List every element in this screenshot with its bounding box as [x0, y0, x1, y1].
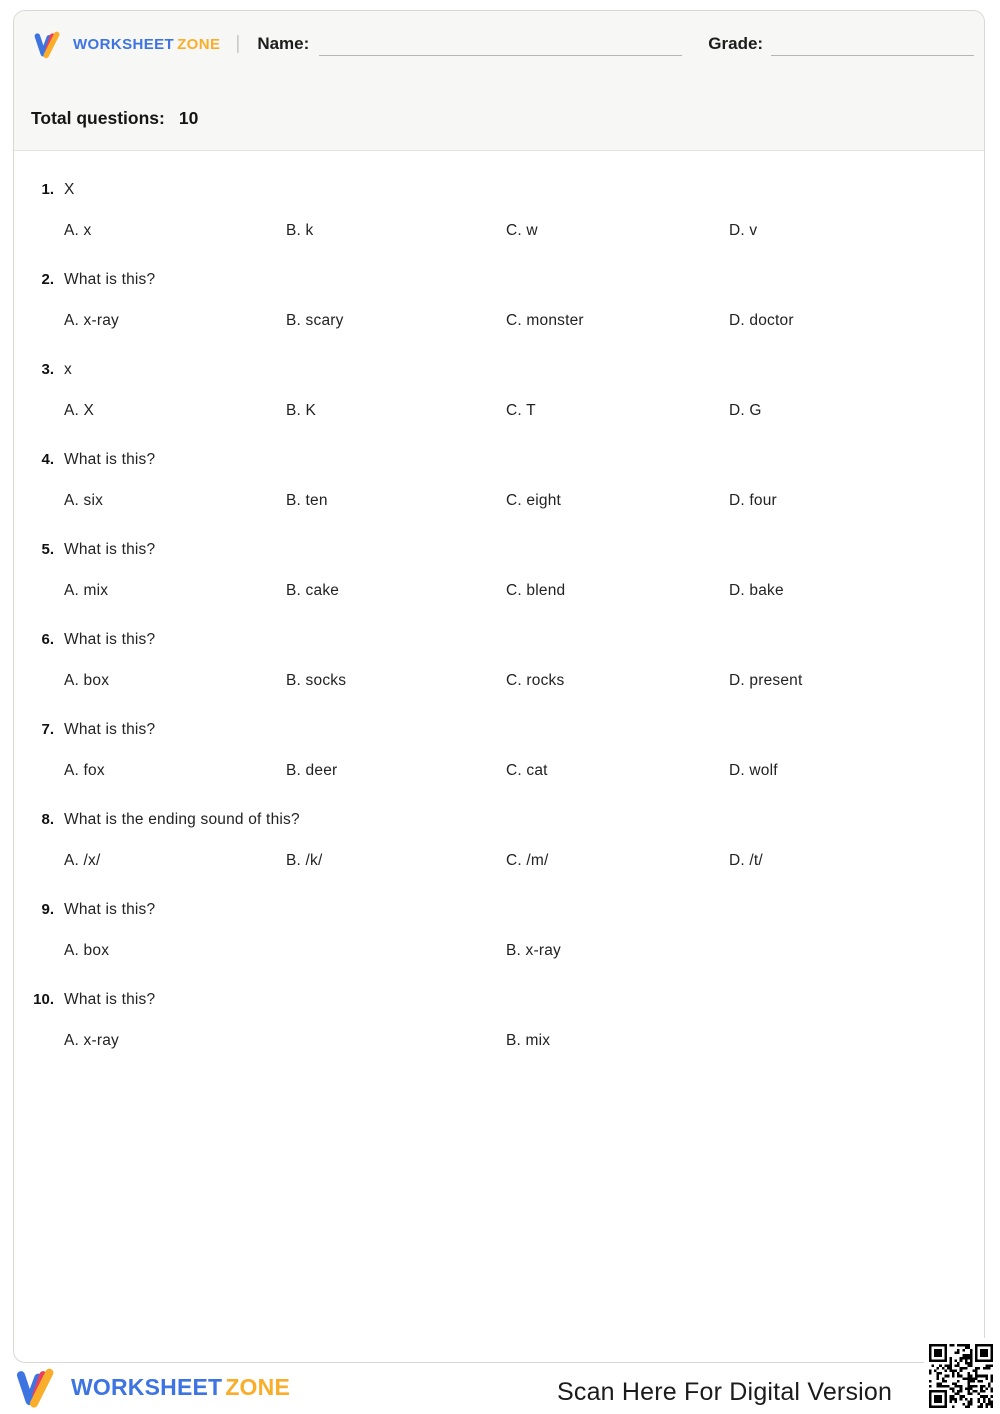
- question-number: 1.: [41, 181, 54, 198]
- option-item: B. socks: [286, 672, 347, 689]
- question-number: 2.: [41, 271, 54, 288]
- question-text: What is this?: [64, 901, 156, 918]
- question-item: [14, 721, 984, 782]
- question-text: What is this?: [64, 451, 156, 468]
- sheet-header: [14, 11, 984, 151]
- question-line: [14, 451, 984, 471]
- question-text: What is this?: [64, 541, 156, 558]
- options-row: [64, 402, 984, 422]
- question-item: [14, 451, 984, 512]
- question-text: What is this?: [64, 721, 156, 738]
- worksheetzone-logo-text: [73, 36, 220, 53]
- option-item: A. mix: [64, 582, 109, 599]
- worksheetzone-logo-icon: [16, 1366, 63, 1409]
- question-line: [14, 901, 984, 921]
- question-text: What is this?: [64, 991, 156, 1008]
- option-item: B. mix: [506, 1032, 551, 1049]
- options-row: [64, 312, 984, 332]
- grade-blank-line: [771, 55, 974, 56]
- question-number: 10.: [33, 991, 54, 1008]
- name-label: Name:: [257, 34, 310, 53]
- header-divider: |: [235, 33, 241, 54]
- total-questions-row: [31, 108, 198, 129]
- option-item: D. present: [729, 672, 803, 689]
- question-line: [14, 721, 984, 741]
- option-item: C. T: [506, 402, 536, 419]
- worksheetzone-logo: [34, 30, 220, 59]
- question-text: x: [64, 361, 72, 378]
- question-number: 6.: [41, 631, 54, 648]
- option-item: A. fox: [64, 762, 105, 779]
- question-text: What is the ending sound of this?: [64, 811, 300, 828]
- question-item: [14, 361, 984, 422]
- option-item: C. cat: [506, 762, 548, 779]
- header-row: [34, 25, 974, 63]
- questions-list: [14, 151, 984, 1052]
- question-item: [14, 901, 984, 962]
- question-number: 5.: [41, 541, 54, 558]
- question-item: [14, 811, 984, 872]
- question-line: [14, 181, 984, 201]
- options-row: [64, 762, 984, 782]
- option-item: C. rocks: [506, 672, 565, 689]
- options-row: [64, 942, 984, 962]
- footer-worksheetzone-logo: [16, 1366, 290, 1409]
- option-item: C. w: [506, 222, 538, 239]
- question-line: [14, 991, 984, 1011]
- question-item: [14, 541, 984, 602]
- logo-text-worksheet: WORKSHEET: [73, 35, 175, 53]
- option-item: A. six: [64, 492, 104, 509]
- question-number: 3.: [41, 361, 54, 378]
- options-row: [64, 492, 984, 512]
- option-item: B. deer: [286, 762, 338, 779]
- option-item: A. x: [64, 222, 92, 239]
- question-item: [14, 991, 984, 1052]
- name-blank-line: [319, 55, 682, 56]
- option-item: C. blend: [506, 582, 566, 599]
- scan-here-text: Scan Here For Digital Version: [557, 1378, 893, 1406]
- question-line: [14, 271, 984, 291]
- question-item: [14, 631, 984, 692]
- worksheetzone-logo-icon: [34, 30, 66, 59]
- total-questions-value: 10: [178, 108, 199, 128]
- question-item: [14, 271, 984, 332]
- option-item: B. K: [286, 402, 317, 419]
- option-item: D. four: [729, 492, 777, 509]
- question-number: 9.: [41, 901, 54, 918]
- option-item: A. x-ray: [64, 312, 119, 329]
- question-text: X: [64, 181, 75, 198]
- option-item: A. box: [64, 942, 110, 959]
- options-row: [64, 672, 984, 692]
- option-item: B. /k/: [286, 852, 323, 869]
- option-item: C. monster: [506, 312, 584, 329]
- option-item: D. v: [729, 222, 758, 239]
- question-line: [14, 361, 984, 381]
- options-row: [64, 1032, 984, 1052]
- option-item: B. x-ray: [506, 942, 561, 959]
- question-number: 8.: [41, 811, 54, 828]
- worksheet-page: [13, 10, 985, 1363]
- option-item: A. box: [64, 672, 110, 689]
- total-questions-label: Total questions:: [31, 108, 165, 128]
- question-line: [14, 541, 984, 561]
- option-item: B. ten: [286, 492, 328, 509]
- option-item: D. /t/: [729, 852, 763, 869]
- option-item: C. /m/: [506, 852, 549, 869]
- option-item: D. wolf: [729, 762, 778, 779]
- question-text: What is this?: [64, 271, 156, 288]
- option-item: D. G: [729, 402, 762, 419]
- option-item: B. k: [286, 222, 314, 239]
- qr-code: [924, 1338, 998, 1414]
- logo-text-worksheet: WORKSHEET: [71, 1374, 223, 1400]
- option-item: A. x-ray: [64, 1032, 119, 1049]
- options-row: [64, 852, 984, 872]
- logo-text-zone: ZONE: [177, 35, 221, 53]
- grade-label: Grade:: [708, 34, 764, 53]
- question-item: [14, 181, 984, 242]
- option-item: B. cake: [286, 582, 340, 599]
- question-line: [14, 811, 984, 831]
- option-item: C. eight: [506, 492, 562, 509]
- question-line: [14, 631, 984, 651]
- question-number: 7.: [41, 721, 54, 738]
- option-item: A. X: [64, 402, 95, 419]
- logo-text-zone: ZONE: [225, 1374, 291, 1400]
- question-number: 4.: [41, 451, 54, 468]
- question-text: What is this?: [64, 631, 156, 648]
- option-item: A. /x/: [64, 852, 101, 869]
- option-item: D. doctor: [729, 312, 794, 329]
- option-item: B. scary: [286, 312, 344, 329]
- option-item: D. bake: [729, 582, 784, 599]
- worksheetzone-logo-text: [71, 1374, 290, 1401]
- options-row: [64, 222, 984, 242]
- options-row: [64, 582, 984, 602]
